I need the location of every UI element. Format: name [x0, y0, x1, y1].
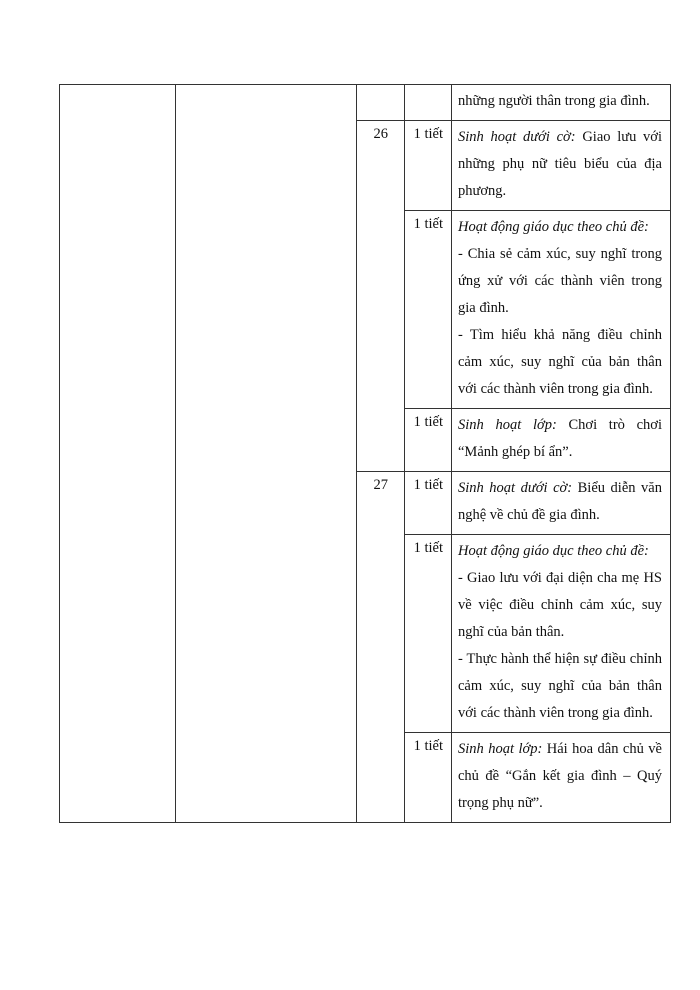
activity-item: - Thực hành thể hiện sự điều chỉnh cảm xúc, suy nghĩ của bản thân với các thành viên trong gia đình.: [458, 651, 662, 721]
week-number: 27: [357, 472, 405, 823]
table-row: [60, 85, 671, 121]
activity-item: - Giao lưu với đại diện cha mẹ HS về việc điều chỉnh cảm xúc, suy nghĩ của bản thân.: [458, 570, 662, 640]
activity-cell: [452, 472, 671, 535]
duration-cell: 1 tiết: [405, 409, 452, 472]
topic-cell: [60, 85, 176, 823]
activity-text: Biểu diễn văn nghệ về chủ đề gia đình.: [458, 480, 662, 523]
activity-cell: [452, 535, 671, 733]
activity-title: Sinh hoạt lớp:: [458, 417, 557, 433]
activity-text: Hái hoa dân chủ về chủ đề “Gắn kết gia đình – Quý trọng phụ nữ”.: [458, 741, 662, 811]
activity-cell: [452, 121, 671, 211]
activity-title: Sinh hoạt lớp:: [458, 741, 543, 757]
activity-title: Hoạt động giáo dục theo chủ đề:: [458, 543, 649, 559]
duration-cell: [405, 85, 452, 121]
activity-text: Chơi trò chơi “Mảnh ghép bí ẩn”.: [458, 417, 662, 460]
activity-title: Sinh hoạt dưới cờ:: [458, 480, 573, 496]
duration-cell: 1 tiết: [405, 535, 452, 733]
activity-item: - Chia sẻ cảm xúc, suy nghĩ trong ứng xử với các thành viên trong gia đình.: [458, 246, 662, 316]
duration-cell: 1 tiết: [405, 121, 452, 211]
activity-cell: [452, 409, 671, 472]
week-number: 26: [357, 121, 405, 472]
activity-title: Sinh hoạt dưới cờ:: [458, 129, 576, 145]
activity-cell: [452, 85, 671, 121]
lesson-plan-table: [59, 84, 671, 823]
objectives-cell: [176, 85, 357, 823]
activity-text: những người thân trong gia đình.: [458, 93, 650, 109]
week-cell: [357, 85, 405, 121]
activity-title: Hoạt động giáo dục theo chủ đề:: [458, 219, 649, 235]
activity-item: - Tìm hiểu khả năng điều chỉnh cảm xúc, suy nghĩ của bản thân với các thành viên trong gia đình.: [458, 327, 662, 397]
activity-text: Giao lưu với những phụ nữ tiêu biểu của địa phương.: [458, 129, 662, 199]
duration-cell: 1 tiết: [405, 733, 452, 823]
duration-cell: 1 tiết: [405, 472, 452, 535]
duration-cell: 1 tiết: [405, 211, 452, 409]
activity-cell: [452, 211, 671, 409]
activity-cell: [452, 733, 671, 823]
